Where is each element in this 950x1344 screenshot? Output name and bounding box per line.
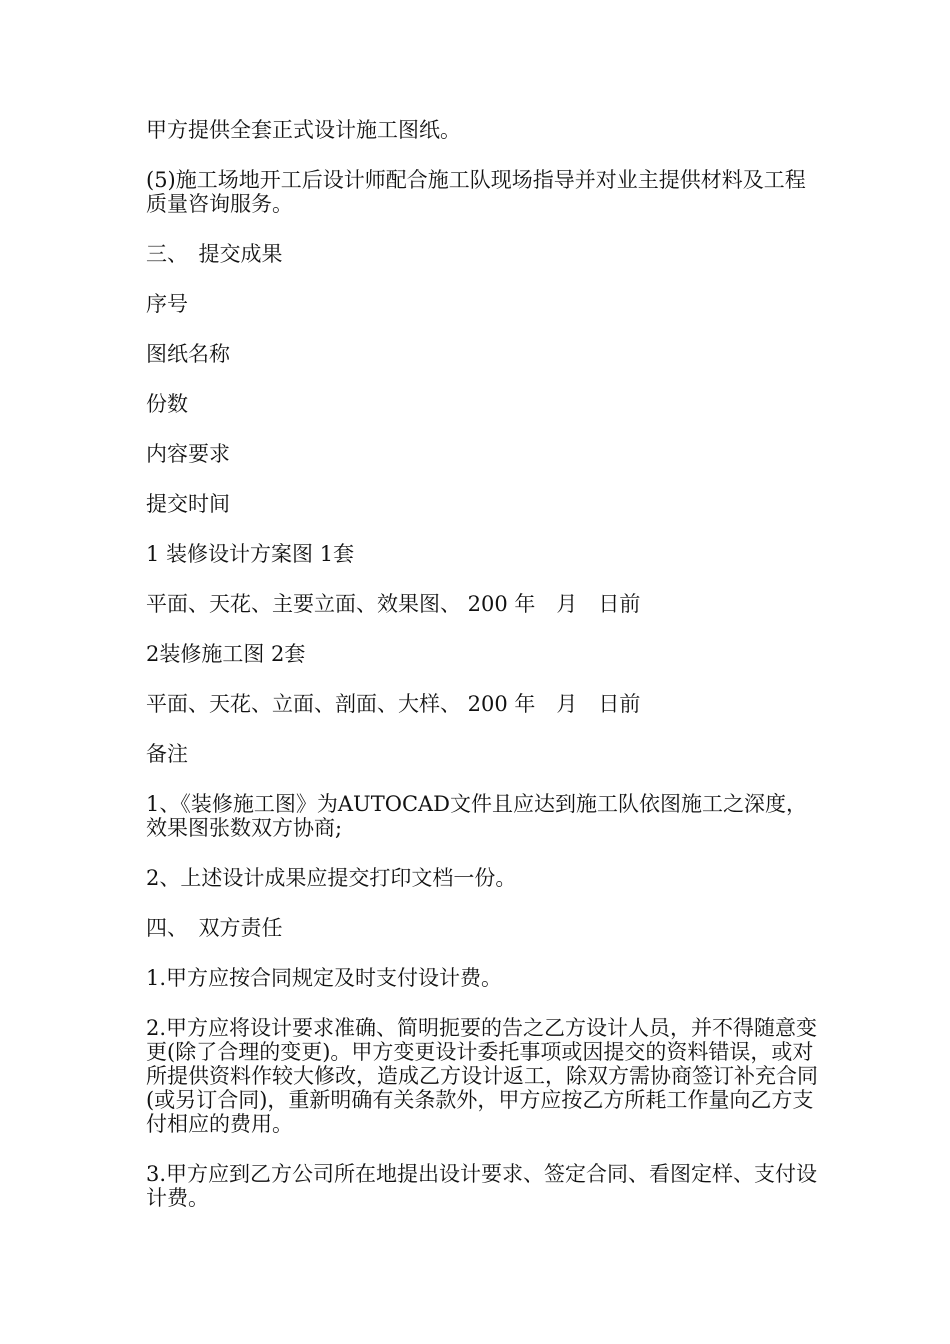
paragraph: (5)施工场地开工后设计师配合施工队现场指导并对业主提供材料及工程质量咨询服务。	[146, 168, 806, 216]
paragraph: 平面、天花、主要立面、效果图、 200 年 月 日前	[146, 592, 641, 616]
paragraph: 备注	[146, 742, 188, 766]
paragraph: 序号	[146, 292, 188, 316]
paragraph: 份数	[146, 392, 188, 416]
paragraph: 2装修施工图 2套	[146, 642, 306, 666]
document-body	[146, 118, 826, 1236]
section-heading: 三、 提交成果	[146, 242, 283, 266]
paragraph: 1、《装修施工图》为AUTOCAD文件且应达到施工队依图施工之深度，效果图张数双方协商;	[146, 792, 808, 840]
paragraph: 提交时间	[146, 492, 230, 516]
paragraph: 2、上述设计成果应提交打印文档一份。	[146, 866, 517, 890]
paragraph: 平面、天花、立面、剖面、大样、 200 年 月 日前	[146, 692, 641, 716]
section-heading: 四、 双方责任	[146, 916, 283, 940]
paragraph: 1.甲方应按合同规定及时支付设计费。	[146, 966, 503, 990]
paragraph: 内容要求	[146, 442, 230, 466]
paragraph: 2.甲方应将设计要求准确、简明扼要的告之乙方设计人员，并不得随意变更(除了合理的变更)。甲方变更设计委托事项或因提交的资料错误，或对所提供资料作较大修改，造成乙方设计返工，除双方需协商签订补充合同(或另订合同)，重新明确有关条款外，甲方应按乙方所耗工作量向乙方支付相应的费用。	[146, 1016, 818, 1136]
paragraph: 3.甲方应到乙方公司所在地提出设计要求、签定合同、看图定样、支付设计费。	[146, 1162, 818, 1210]
paragraph: 1 装修设计方案图 1套	[146, 542, 355, 566]
paragraph: 甲方提供全套正式设计施工图纸。	[146, 118, 461, 142]
paragraph: 图纸名称	[146, 342, 230, 366]
